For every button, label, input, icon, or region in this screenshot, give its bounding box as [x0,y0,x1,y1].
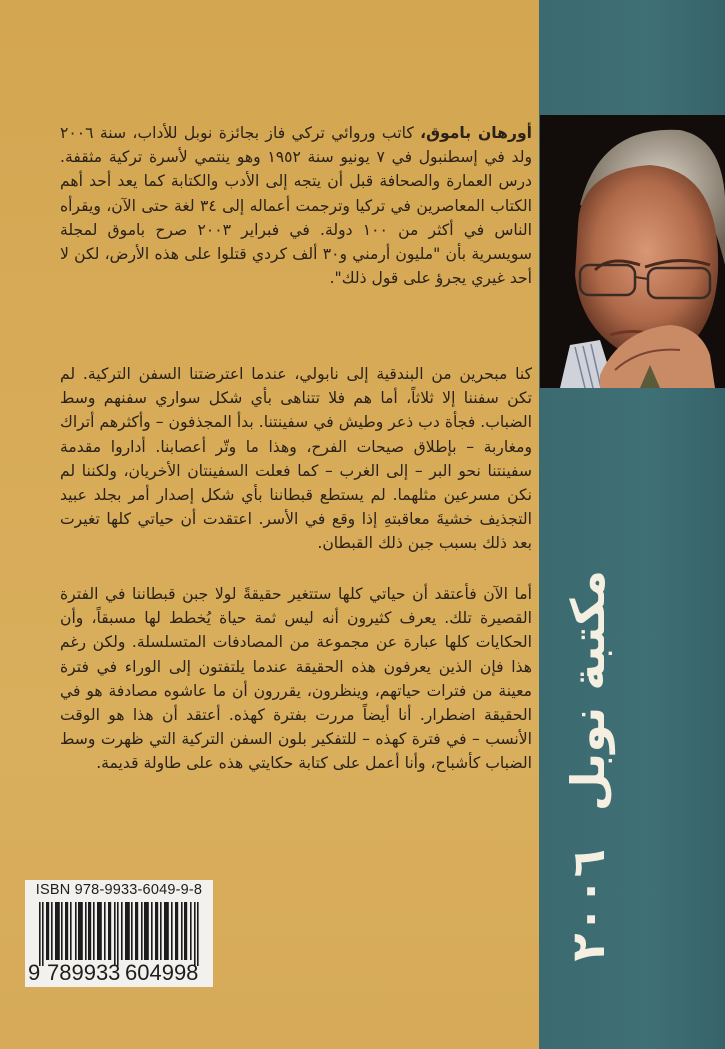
series-title [553,570,623,990]
barcode-digits-right: 604998 [125,960,199,985]
author-bio [60,121,532,290]
author-photo [540,115,725,388]
series-name: مكتبة نوبل [561,570,615,812]
barcode-digits-left: 789933 [47,960,121,985]
isbn-barcode [25,880,213,987]
isbn-label: ISBN 978-9933-6049-9-8 [35,882,203,898]
excerpt-text-1: كنا مبحرين من البندقية إلى نابولي، عندما اعترضتنا السفن التركية. لم تكن سفننا إلا ثلاثاً، أما هم فلا تتناهى بأي شكل سواري سفنهم وسط الضباب. فجأة دب ذعر وطيش في سفينتنا. بدأ المجذفون – وأكثرهم أتراك ومغاربة – بإطلاق صيحات الفرح، وهذا ما وتّر أعصابنا. أداروا مقدمة سفينتنا نحو البر – إلى الغرب – كما فعلت السفينتان الأخريان، ولكننا لم نكن مسرعين مثلهما. لم يستطع قبطاننا بأي شكل إصدار أمر بجلد عبيد التجذيف خشيةَ معاقبتهِ إذا وقع في الأسر. اعتقدت أن حياتي كلها تغيرت بعد ذلك بسبب جبن ذلك القبطان. [60,365,532,553]
series-year: ٢٠٠٦ [561,849,615,962]
barcode-icon [35,902,205,966]
excerpt-text-2: أما الآن فأعتقد أن حياتي كلها ستتغير حقيقةً لولا جبن قبطاننا في الفترة القصيرة تلك. يعرف كثيرون أنه ليس ثمة حياة يُخطط لها مسبقاً، وأن الحكايات كلها عبارة عن مجموعة من المصادفات المتسلسلة. ولكن رغم هذا فإن الذين يعرفون هذه الحقيقة عندما يلتفتون إلى الوراء في فترة معينة من فترات حياتهم، وينظرون، يقررون أن ما عاشوه مصادفة هو في الحقيقة اضطرار. أنا أيضاً مررت بفترة كهذه. أعتقد أن هذا هو الوقت الأنسب – في فترة كهذه – للتفكير بلون السفن التركية التي ظهرت وسط الضباب كأشباح، وأنا أعمل على كتابة حكايتي هذه على طاولة قديمة. [60,585,532,773]
author-bio-text: كاتب وروائي تركي فاز بجائزة نوبل للأداب، سنة ٢٠٠٦ ولد في إسطنبول في ٧ يونيو سنة ١٩٥٢ وهو ينتمي لأسرة تركية مثقفة. درس العمارة والصحافة قبل أن يتجه إلى الأدب والكتابة كما يعد أحد أهم الكتاب المعاصرين في تركيا وترجمت أعماله إلى ٣٤ لغة حتى الآن، ويقرأه الناس في أكثر من ١٠٠ دولة. في فبراير ٢٠٠٣ صرح باموق لمجلة سويسرية بأن "مليون أرمني و٣٠ ألف كردي قتلوا على هذه الأرض، لكن لا أحد غيري يجرؤ على قول ذلك". [60,124,532,288]
excerpt-paragraph-1 [60,362,532,556]
author-name: أورهان باموق، [420,124,532,142]
barcode-digit-first: 9 [28,960,41,985]
excerpt-paragraph-2 [60,582,532,776]
